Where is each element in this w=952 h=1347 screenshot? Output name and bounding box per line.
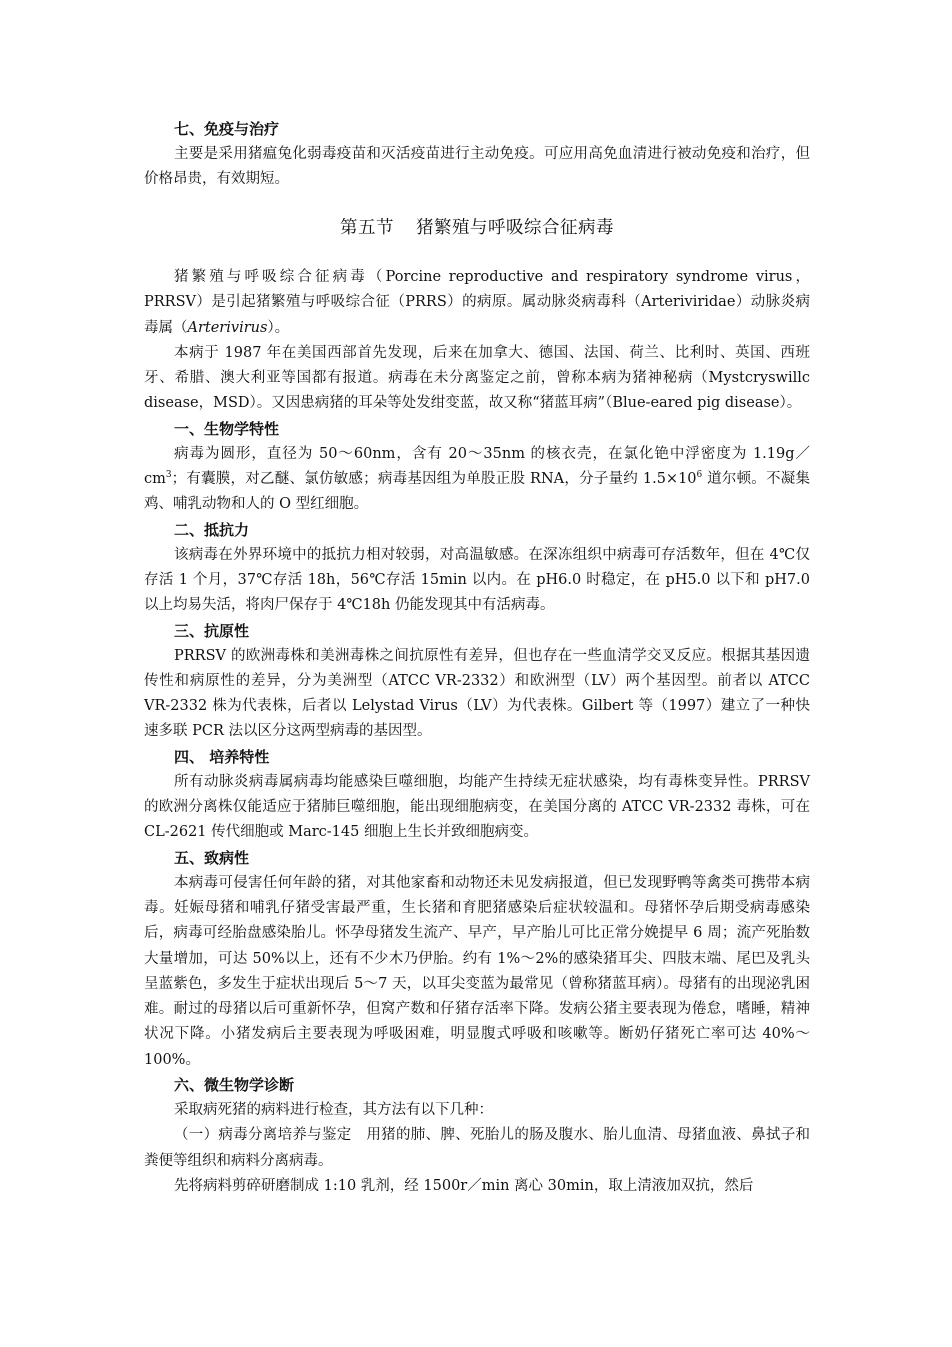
heading-immunity-treatment: 七、免疫与治疗 xyxy=(174,120,280,138)
section-title xyxy=(144,215,810,241)
heading-culture: 四、 培养特性 xyxy=(174,747,270,766)
section-name: 猪繁殖与呼吸综合征病毒 xyxy=(416,218,614,238)
heading-diagnosis: 六、微生物学诊断 xyxy=(174,1076,295,1095)
paragraph-culture: 所有动脉炎病毒属病毒均能感染巨噬细胞，均能产生持续无症状感染，均有毒株变异性。PRRSV 的欧洲分离株仅能适应于猪肺巨噬细胞，能出现细胞病变，在美国分离的 ATCC VR-2332 毒株，可在 CL-2621 传代细胞或 Marc-145 细胞上生长并致细胞病变。 xyxy=(144,773,810,841)
main-body xyxy=(144,265,810,1199)
paragraph-virus-isolation: （一）病毒分离培养与鉴定 用猪的肺、脾、死胎儿的肠及腹水、胎儿血清、母猪血液、鼻拭子和粪便等组织和病料分离病毒。 xyxy=(144,1127,810,1169)
section-number: 第五节 xyxy=(340,218,394,238)
biology-text-b: ；有囊膜，对乙醚、氯仿敏感；病毒基因组为单股正股 RNA，分子量约 1.5×10 xyxy=(171,471,697,488)
heading-antigenicity: 三、抗原性 xyxy=(174,621,250,640)
genus-name: Arterivirus xyxy=(187,319,268,336)
intro-text-b: ）。 xyxy=(267,319,290,336)
section-immunity xyxy=(144,117,810,193)
biology-text-a: 病毒为圆形，直径为 50～60nm，含有 20～35nm 的核衣壳，在氯化铯中浮密度为 1.19g／cm xyxy=(144,445,810,488)
paragraph-diagnosis-intro: 采取病死猪的病料进行检查，其方法有以下几种： xyxy=(174,1102,493,1119)
biology-text-c: 道尔顿。不凝集鸡、哺乳动物和人的 O 型红细胞。 xyxy=(144,471,811,513)
paragraph-history: 本病于 1987 年在美国西部首先发现，后来在加拿大、德国、法国、荷兰、比利时、英国、西班牙、希腊、澳大利亚等国都有报道。病毒在未分离鉴定之前，曾称本病为猪神秘病（Mystcryswillc disease，MSD）。又因患病猪的耳朵等处发绀变蓝，故又称“猪蓝耳病”（Blue-eared pig disease）。 xyxy=(144,344,810,412)
paragraph-pathogenicity: 本病毒可侵害任何年龄的猪，对其他家畜和动物还未见发病报道，但已发现野鸭等禽类可携带本病毒。妊娠母猪和哺乳仔猪受害最严重，生长猪和育肥猪感染后症状较温和。母猪怀孕后期受病毒感染后，病毒可经胎盘感染胎儿。怀孕母猪发生流产、早产，早产胎儿可比正常分娩提早 6 周；流产死胎数大量增加，可达 50%以上，还有不少木乃伊胎。约有 1%～2%的感染猪耳尖、四肢末端、尾巴及乳头呈蓝紫色，多发生于症状出现后 5～7 天，以耳尖变蓝为最常见（曾称猪蓝耳病）。母猪有的出现泌乳困难。耐过的母猪以后可重新怀孕，但窝产数和仔猪存活率下降。发病公猪主要表现为倦怠，嗜睡，精神状况下降。小猪发病后主要表现为呼吸困难，明显腹式呼吸和咳嗽等。断奶仔猪死亡率可达 40%～100%。 xyxy=(144,874,810,1068)
superscript-6: 6 xyxy=(696,470,703,481)
superscript-3: 3 xyxy=(165,470,172,481)
paragraph-immunity: 主要是采用猪瘟兔化弱毒疫苗和灭活疫苗进行主动免疫。可应用高免血清进行被动免疫和治疗，但价格昂贵，有效期短。 xyxy=(144,146,810,188)
paragraph-intro xyxy=(144,265,810,341)
paragraph-sample-prep: 先将病料剪碎研磨制成 1:10 乳剂，经 1500r／min 离心 30min，取上清液加双抗，然后 xyxy=(174,1177,754,1194)
paragraph-antigenicity: PRRSV 的欧洲毒株和美洲毒株之间抗原性有差异，但也存在一些血清学交叉反应。根据其基因遗传性和病原性的差异，分为美洲型（ATCC VR-2332）和欧洲型（LV）两个基因型。前者以 ATCC VR-2332 株为代表株，后者以 Lelystad Virus（LV）为代表株。Gilbert 等（1997）建立了一种快速多联 PCR 法以区分这两型病毒的基因型。 xyxy=(144,647,810,740)
paragraph-resistance: 该病毒在外界环境中的抵抗力相对较弱，对高温敏感。在深冻组织中病毒可存活数年，但在 4℃仅存活 1 个月，37℃存活 18h，56℃存活 15min 以内。在 pH6.0 时稳定，在 pH5.0 以下和 pH7.0 以上均易失活，将肉尸保存于 4℃18h 仍能发现其中有活病毒。 xyxy=(144,546,810,614)
heading-pathogenicity: 五、致病性 xyxy=(174,848,250,867)
paragraph-biology xyxy=(144,442,810,518)
intro-text-a: 猪繁殖与呼吸综合征病毒（Porcine reproductive and respiratory syndrome virus，PRRSV）是引起猪繁殖与呼吸综合征（PRRS）的病原。属动脉炎病毒科（Arteriviridae）动脉炎病毒属（ xyxy=(144,269,810,336)
heading-resistance: 二、抵抗力 xyxy=(174,520,250,539)
heading-biology: 一、生物学特性 xyxy=(174,419,280,438)
